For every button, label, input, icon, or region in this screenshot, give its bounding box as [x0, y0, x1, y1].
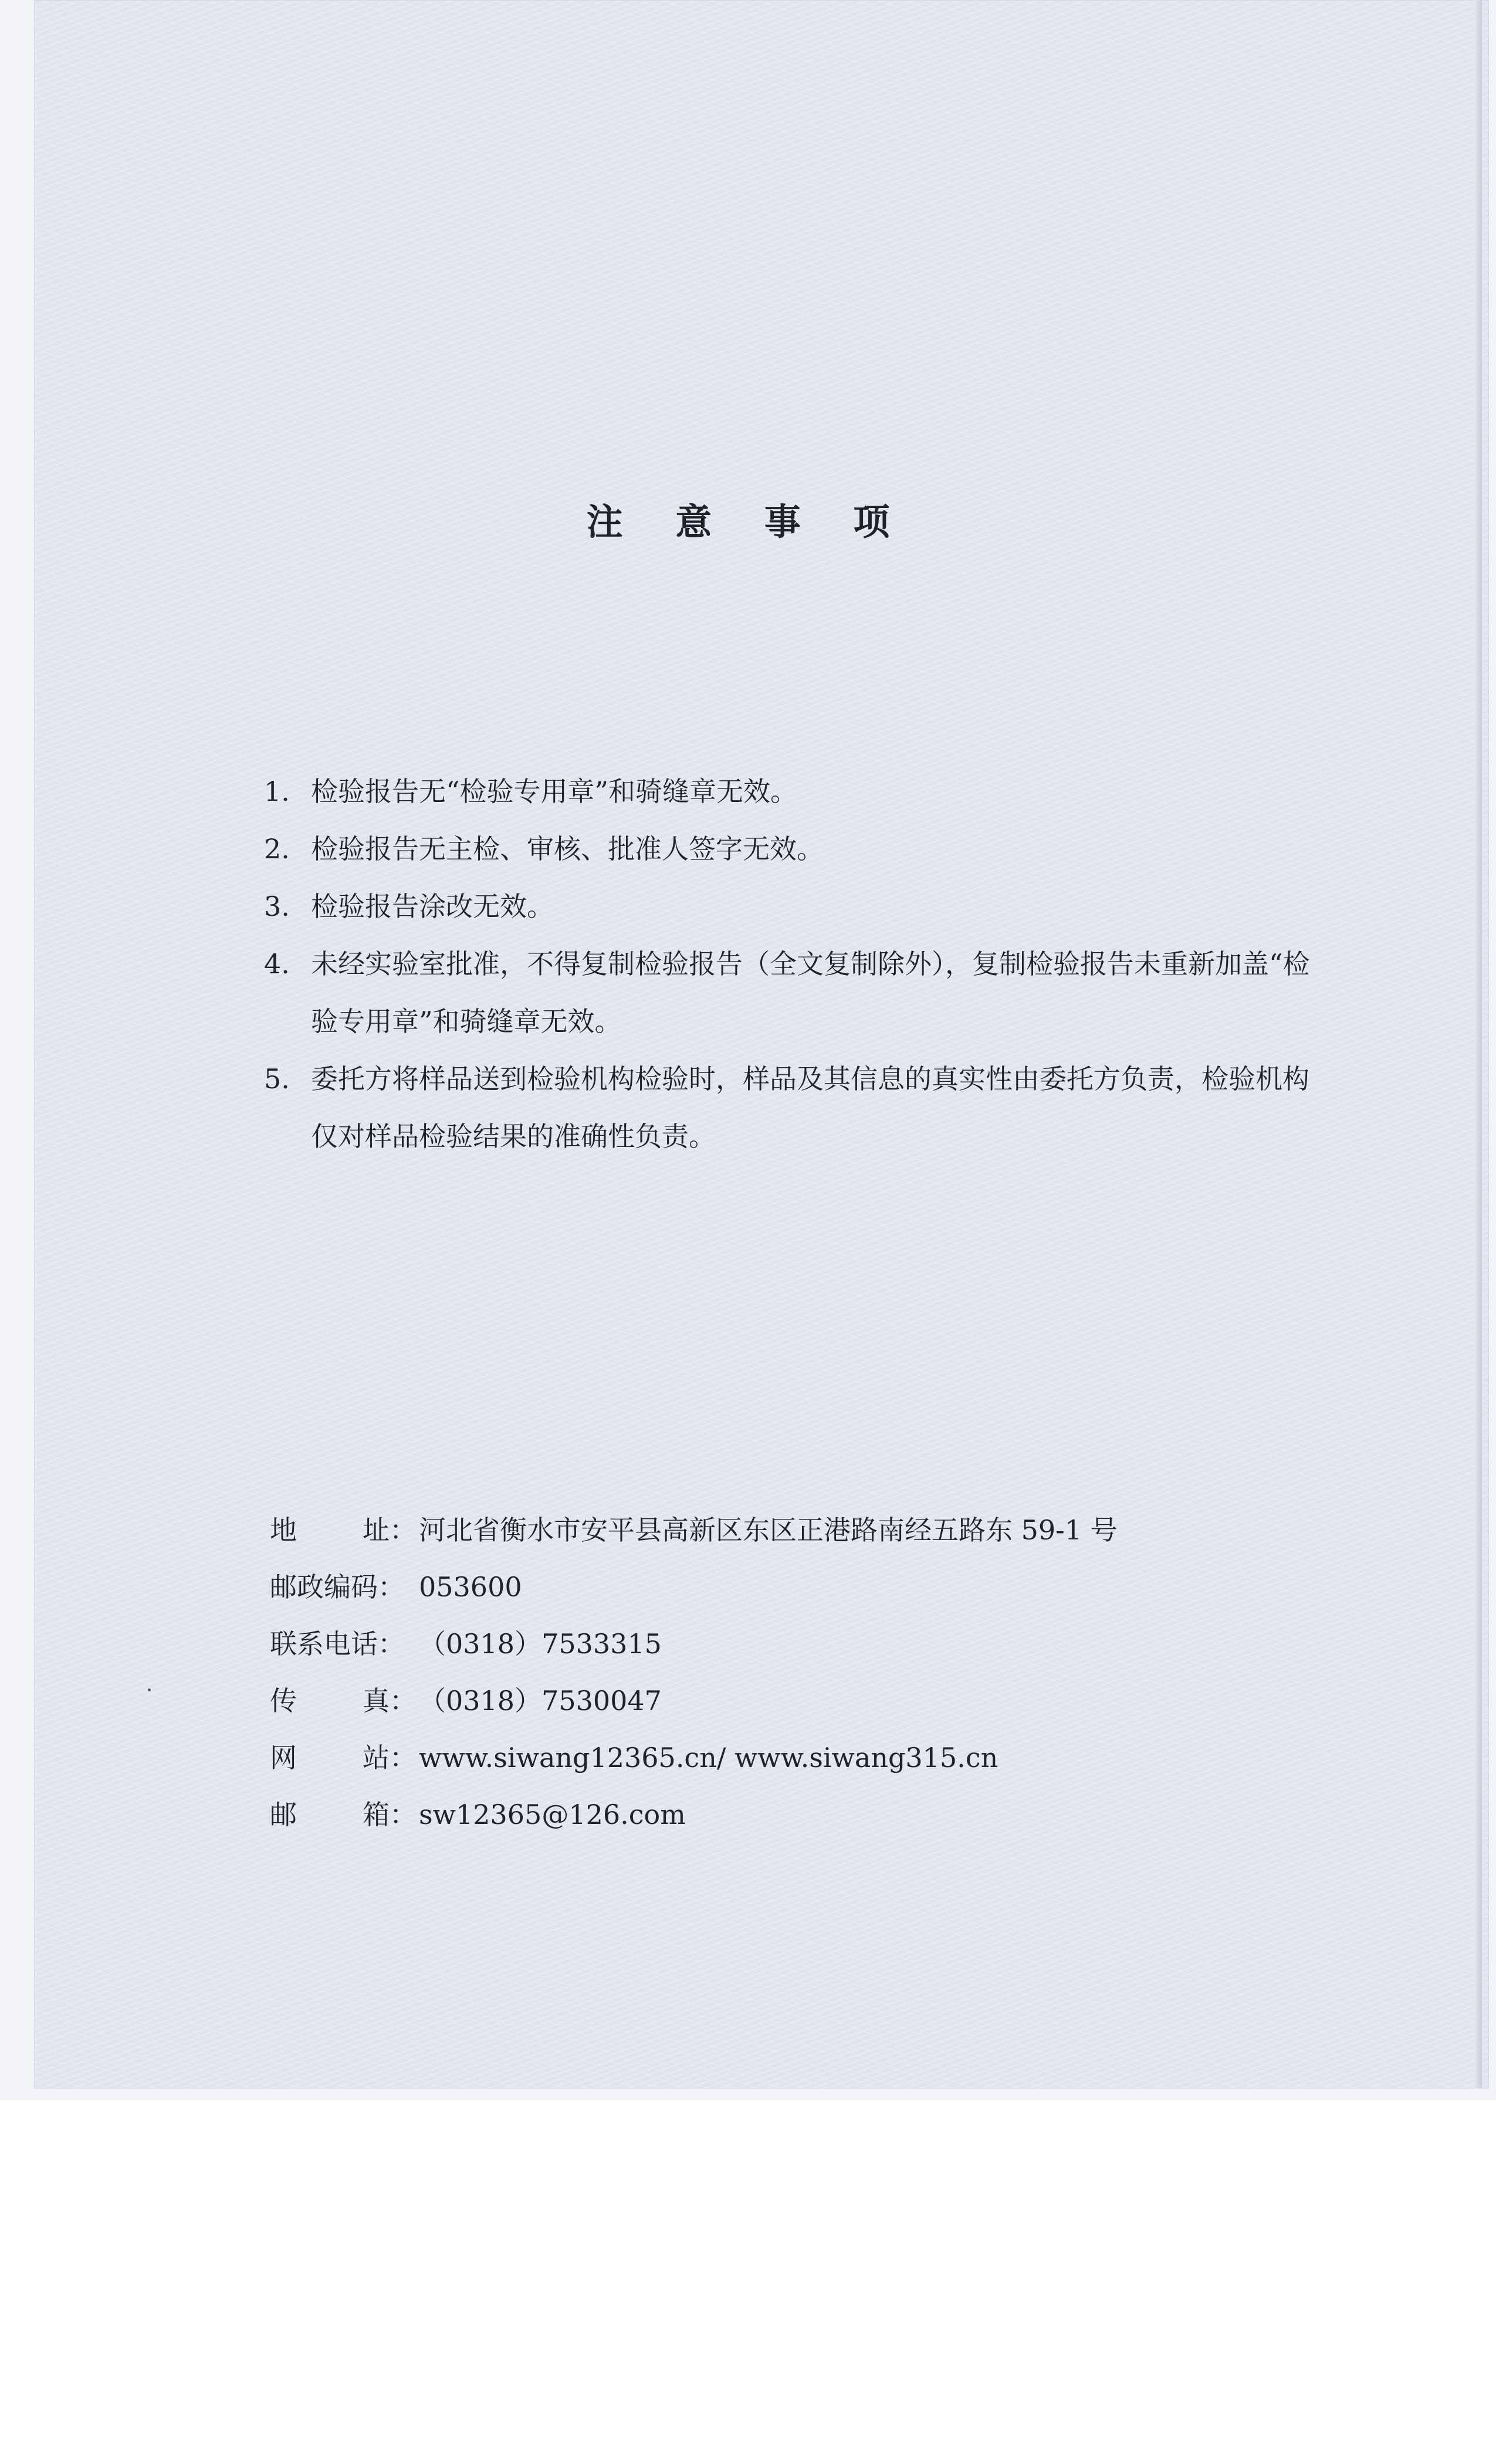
- notice-item-4: [264, 935, 1332, 1050]
- fax-label: [270, 1673, 417, 1729]
- phone-row: [270, 1616, 1326, 1673]
- website-label: [270, 1729, 417, 1786]
- fax-label-part: 传: [270, 1685, 297, 1717]
- notice-number: 3.: [264, 891, 290, 922]
- address-label-part: 址：: [363, 1514, 417, 1546]
- notice-item-2: [264, 820, 1332, 878]
- email-value: sw12365@126.com: [419, 1799, 686, 1830]
- fax-row: [270, 1673, 1326, 1729]
- email-label-part: 箱：: [363, 1799, 417, 1830]
- address-label: [270, 1502, 417, 1559]
- phone-label: 联系电话：: [270, 1628, 405, 1660]
- postcode-value: 053600: [419, 1571, 522, 1603]
- notice-number: 2.: [264, 833, 290, 865]
- address-row: [270, 1502, 1326, 1559]
- notice-number: 1.: [264, 776, 290, 807]
- notice-text: 检验报告涂改无效。: [311, 891, 554, 922]
- postcode-row: [270, 1559, 1326, 1616]
- phone-value: （0318）7533315: [419, 1628, 662, 1660]
- postcode-label: 邮政编码：: [270, 1571, 405, 1603]
- website-label-part: 网: [270, 1742, 297, 1773]
- notice-item-5: [264, 1050, 1332, 1165]
- website-value: www.siwang12365.cn/ www.siwang315.cn: [419, 1742, 999, 1773]
- fax-value: （0318）7530047: [419, 1685, 662, 1717]
- email-label: [270, 1786, 417, 1843]
- scan-speck: [148, 1688, 151, 1691]
- sheet-edge-shadow: [1474, 0, 1482, 2089]
- contact-block: [270, 1502, 1326, 1843]
- notice-list: [264, 763, 1332, 1165]
- fax-label-part: 真：: [363, 1685, 417, 1717]
- website-label-part: 站：: [363, 1742, 417, 1773]
- notice-number: 5.: [264, 1063, 290, 1095]
- page-title: 注 意 事 项: [586, 500, 910, 543]
- address-label-part: 地: [270, 1514, 297, 1546]
- email-row: [270, 1786, 1326, 1843]
- notice-text: 未经实验室批准，不得复制检验报告（全文复制除外），复制检验报告未重新加盖“检验专用章”和骑缝章无效。: [311, 948, 1310, 1037]
- website-row: [270, 1729, 1326, 1786]
- notice-text: 委托方将样品送到检验机构检验时，样品及其信息的真实性由委托方负责，检验机构仅对样品检验结果的准确性负责。: [311, 1063, 1309, 1152]
- email-label-part: 邮: [270, 1799, 297, 1830]
- address-value: 河北省衡水市安平县高新区东区正港路南经五路东 59-1 号: [419, 1514, 1118, 1546]
- notice-text: 检验报告无“检验专用章”和骑缝章无效。: [311, 776, 798, 807]
- notice-item-1: [264, 763, 1332, 820]
- notice-text: 检验报告无主检、审核、批准人签字无效。: [311, 833, 824, 865]
- notice-item-3: [264, 878, 1332, 935]
- notice-number: 4.: [264, 948, 290, 980]
